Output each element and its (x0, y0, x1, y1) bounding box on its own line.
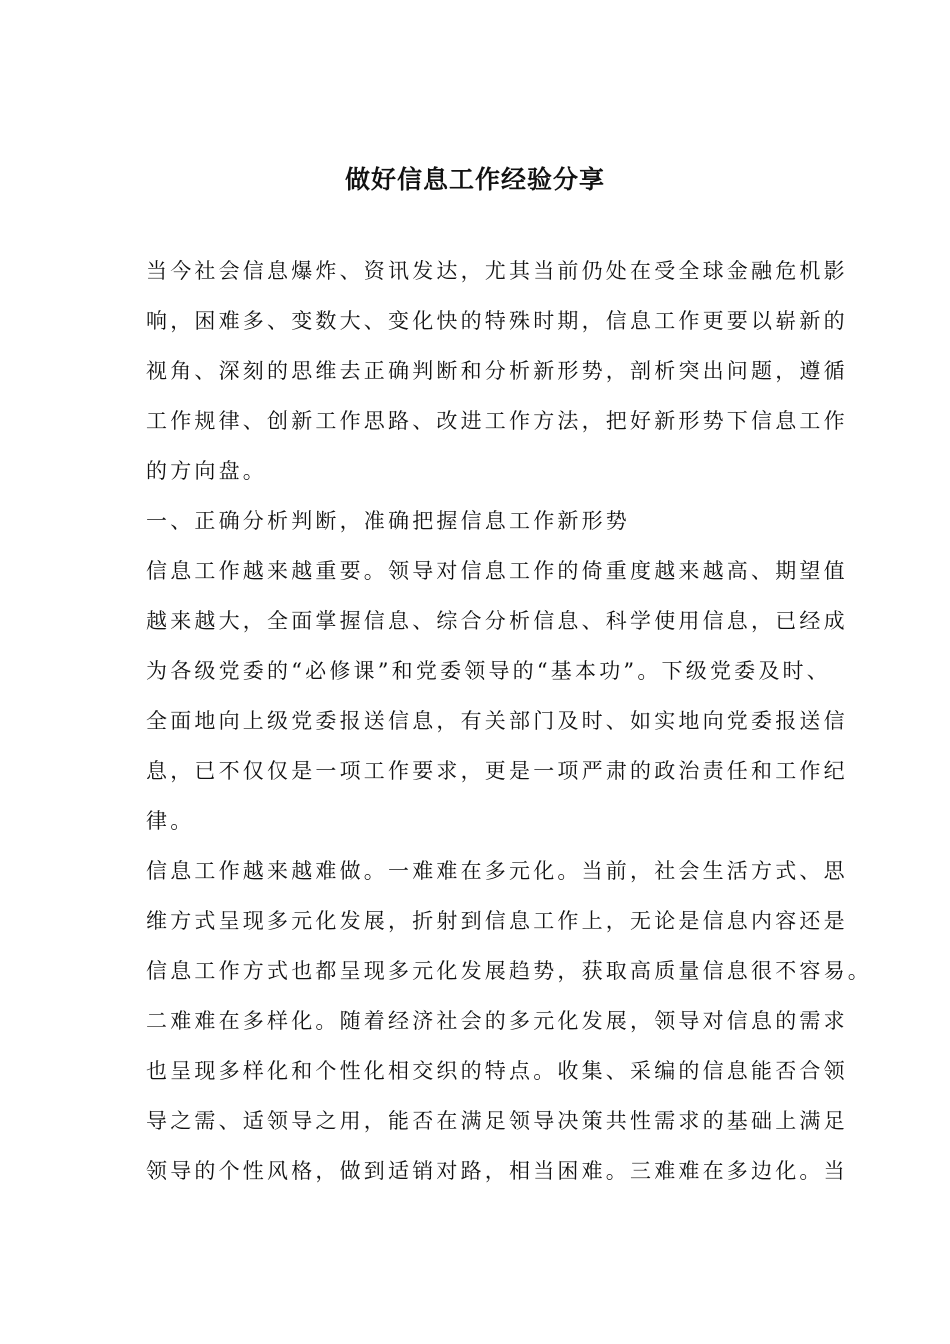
text-line: 工作规律、创新工作思路、改进工作方法，把好新形势下信息工作 (146, 409, 848, 433)
text-line: 越来越大，全面掌握信息、综合分析信息、科学使用信息，已经成 (146, 609, 848, 633)
document-body (146, 246, 872, 1196)
document-title: 做好信息工作经验分享 (344, 165, 605, 194)
text-line: 全面地向上级党委报送信息，有关部门及时、如实地向党委报送信 (146, 709, 848, 733)
text-line: 息，已不仅仅是一项工作要求，更是一项严肃的政治责任和工作纪 (146, 759, 848, 783)
text-line: 的方向盘。 (146, 459, 267, 483)
text-line: 导之需、适领导之用，能否在满足领导决策共性需求的基础上满足 (146, 1109, 848, 1133)
section-heading: 一、正确分析判断，准确把握信息工作新形势 (146, 509, 630, 533)
text-line: 领导的个性风格，做到适销对路，相当困难。三难难在多边化。当 (146, 1159, 848, 1183)
text-line: 信息工作方式也都呈现多元化发展趋势，获取高质量信息很不容易。 (146, 959, 872, 983)
text-line: 也呈现多样化和个性化相交织的特点。收集、采编的信息能否合领 (146, 1059, 848, 1083)
text-line: 视角、深刻的思维去正确判断和分析新形势，剖析突出问题，遵循 (146, 359, 848, 383)
text-line: 响，困难多、变数大、变化快的特殊时期，信息工作更要以崭新的 (146, 309, 848, 333)
text-line: 信息工作越来越难做。一难难在多元化。当前，社会生活方式、思 (146, 859, 848, 883)
text-line: 二难难在多样化。随着经济社会的多元化发展，领导对信息的需求 (146, 1009, 848, 1033)
text-line: 律。 (146, 809, 195, 833)
text-line: 当今社会信息爆炸、资讯发达，尤其当前仍处在受全球金融危机影 (146, 259, 848, 283)
text-line: 信息工作越来越重要。领导对信息工作的倚重度越来越高、期望值 (146, 559, 848, 583)
text-line: 为各级党委的“必修课”和党委领导的“基本功”。下级党委及时、 (146, 659, 831, 683)
text-line: 维方式呈现多元化发展，折射到信息工作上，无论是信息内容还是 (146, 909, 848, 933)
